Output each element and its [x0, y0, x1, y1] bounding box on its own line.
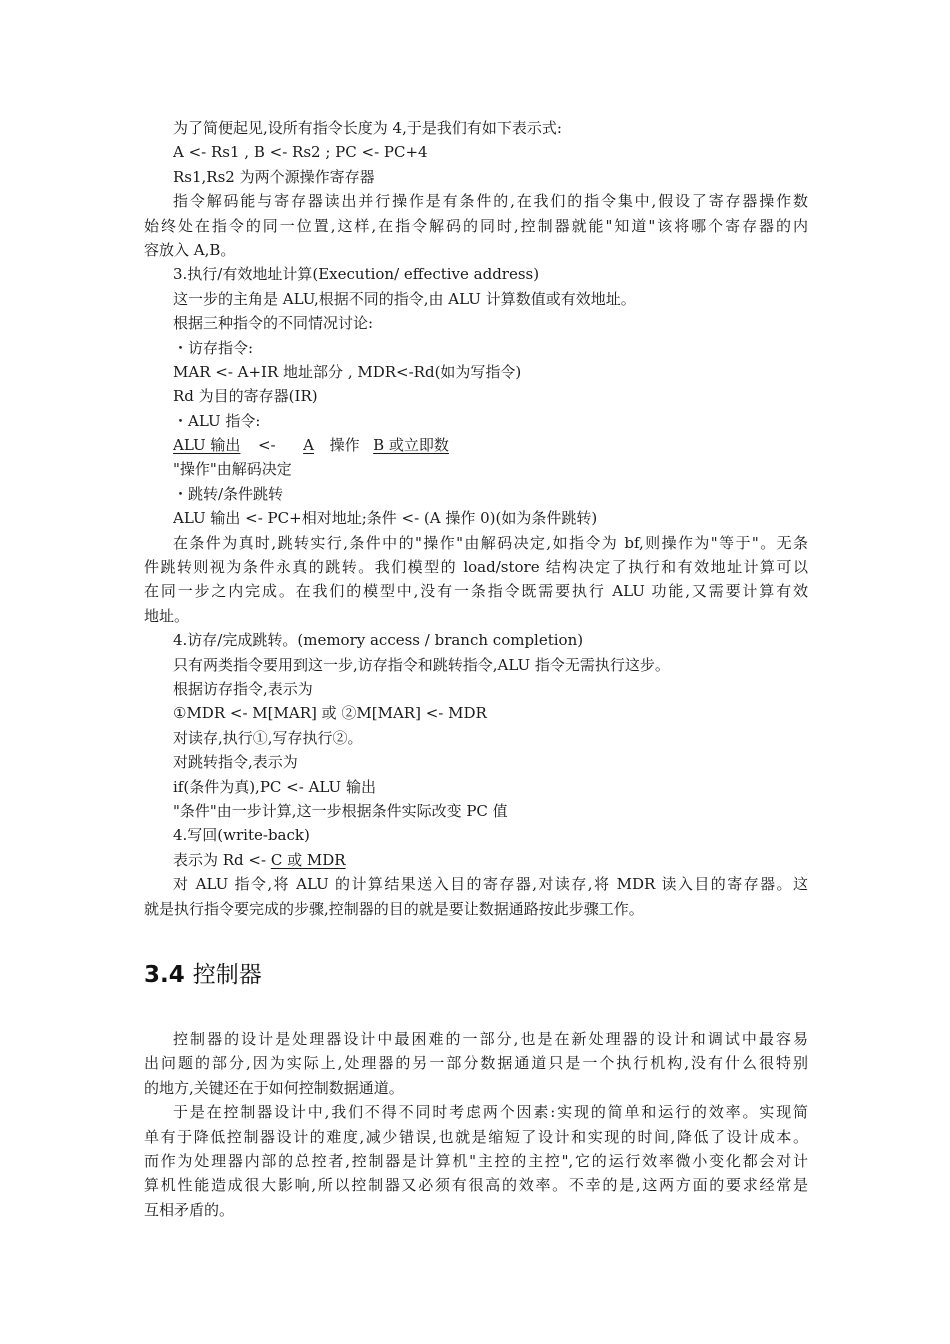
text-line: 就是执行指令要完成的步骤,控制器的目的就是要让数据通路按此步骤工作。 [144, 899, 644, 918]
formula-line-alu [144, 433, 808, 457]
alu-output-term: ALU 输出 [173, 436, 241, 455]
bullet-item: ・跳转/条件跳转 [173, 484, 284, 503]
text-line: 对跳转指令,表示为 [173, 753, 298, 772]
text-line: 为了简便起见,设所有指令长度为 4,于是我们有如下表示式: [173, 119, 562, 137]
text-line: 单有于降低控制器设计的难度,减少错误,也就是缩短了设计和实现的时间,降低了设计成本。 [144, 1127, 808, 1146]
section-number: 3.4 [144, 962, 185, 988]
text-line: Rd 为目的寄存器(IR) [173, 387, 318, 406]
text-line: "条件"由一步计算,这一步根据条件实际改变 PC 值 [173, 801, 508, 820]
section-heading [144, 960, 262, 990]
text-line: 根据三种指令的不同情况讨论: [173, 314, 374, 333]
operand-b: B 或立即数 [373, 436, 449, 455]
section-title: 控制器 [192, 962, 262, 988]
formula-line: if(条件为真),PC <- ALU 输出 [173, 777, 376, 796]
writeback-prefix: 表示为 Rd <- [173, 850, 271, 869]
bullet-item: ・ALU 指令: [173, 411, 261, 430]
text-line: 指令解码能与寄存器读出并行操作是有条件的,在我们的指令集中,假设了寄存器操作数 [173, 192, 808, 211]
step-title: 4.写回(write-back) [173, 826, 310, 845]
text-line: 对 ALU 指令,将 ALU 的计算结果送入目的寄存器,对读存,将 MDR 读入目的寄存器。这 [173, 875, 808, 894]
text-line: 控制器的设计是处理器设计中最困难的一部分,也是在新处理器的设计和调试中最容易 [173, 1030, 808, 1048]
text-line: 根据访存指令,表示为 [173, 679, 313, 698]
text-line: 只有两类指令要用到这一步,访存指令和跳转指令,ALU 指令无需执行这步。 [173, 655, 670, 674]
text-line: 在条件为真时,跳转实行,条件中的"操作"由解码决定,如指令为 bf,则操作为"等于"。无条 [173, 533, 808, 552]
text-line: 的地方,关键还在于如何控制数据通道。 [144, 1078, 404, 1097]
bullet-item: ・访存指令: [173, 338, 254, 357]
text-line: 于是在控制器设计中,我们不得不同时考虑两个因素:实现的简单和运行的效率。实现简 [173, 1103, 808, 1122]
text-line: "操作"由解码决定 [173, 460, 292, 479]
body-section-controller [144, 1027, 808, 1222]
text-line: Rs1,Rs2 为两个源操作寄存器 [173, 167, 375, 186]
text-line: 容放入 A,B。 [144, 240, 236, 259]
text-line: 互相矛盾的。 [144, 1200, 235, 1219]
text-line: 出问题的部分,因为实际上,处理器的另一部分数据通道只是一个执行机构,没有什么很特别 [144, 1054, 808, 1073]
text-line: 在同一步之内完成。在我们的模型中,没有一条指令既需要执行 ALU 功能,又需要计算有效 [144, 582, 808, 601]
text-line: 算机性能造成很大影响,所以控制器又必须有很高的效率。不幸的是,这两方面的要求经常是 [144, 1176, 808, 1195]
text-line: 地址。 [144, 606, 190, 625]
formula-line-writeback [144, 848, 808, 872]
formula-line: ①MDR <- M[MAR] 或 ②M[MAR] <- MDR [173, 704, 487, 723]
text-line: 对读存,执行①,写存执行②。 [173, 728, 363, 747]
step-title: 4.访存/完成跳转。(memory access / branch completion) [173, 631, 584, 650]
operation-word: 操作 [329, 436, 360, 455]
text-line: 始终处在指令的同一位置,这样,在指令解码的同时,控制器就能"知道"该将哪个寄存器的内 [144, 216, 808, 235]
text-line: 件跳转则视为条件永真的跳转。我们模型的 load/store 结构决定了执行和有效地址计算可以 [144, 558, 808, 577]
text-line: 这一步的主角是 ALU,根据不同的指令,由 ALU 计算数值或有效地址。 [173, 289, 636, 308]
step-title: 3.执行/有效地址计算(Execution/ effective address) [173, 265, 540, 284]
text-line: 而作为处理器内部的总控者,控制器是计算机"主控的主控",它的运行效率微小变化都会对计 [144, 1151, 808, 1170]
operand-a: A [303, 436, 314, 455]
formula-line: MAR <- A+IR 地址部分 , MDR<-Rd(如为写指令) [173, 362, 522, 381]
assign-arrow: <- [257, 436, 276, 455]
body-section-execution-steps [144, 116, 808, 921]
writeback-source: C 或 MDR [270, 850, 346, 869]
formula-line: ALU 输出 <- PC+相对地址;条件 <- (A 操作 0)(如为条件跳转) [173, 509, 598, 528]
formula-line: A <- Rs1 , B <- Rs2 ; PC <- PC+4 [173, 143, 428, 162]
